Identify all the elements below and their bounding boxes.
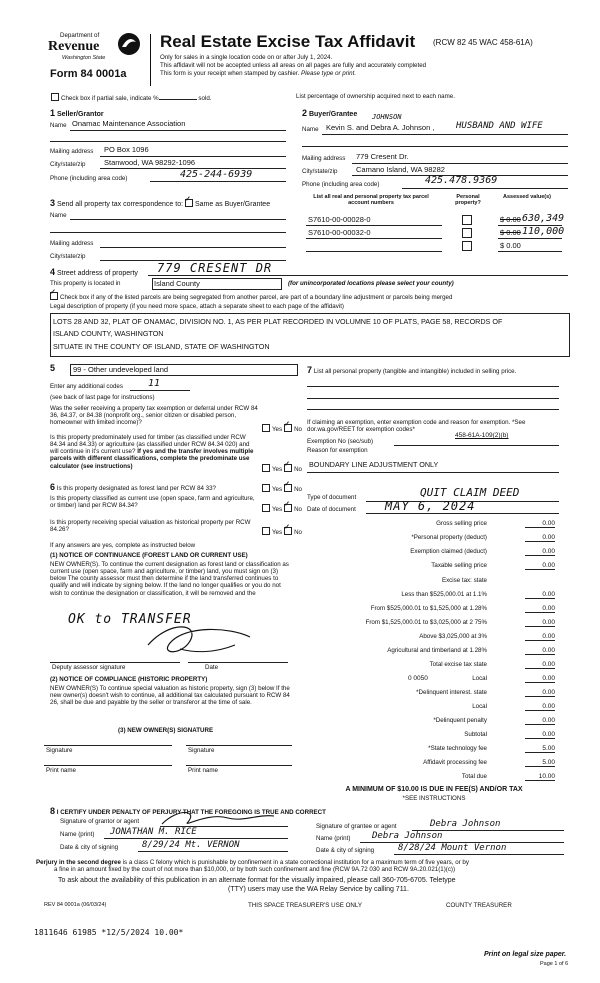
yes-checkbox[interactable] [262,464,270,472]
assessed-value-handwritten[interactable]: 110,000 [522,226,565,237]
cashier-stamp: 1811646 61985 *12/5/2024 10.00* [34,928,184,937]
buyer-mailing[interactable]: 779 Cresent Dr. [356,152,409,161]
fee-row: Affidavit processing fee 5.00 [423,759,555,766]
legal-desc-label: Legal description of property (if you need more space, attach a separate sheet to each page of the affidavit) [50,303,344,310]
seller-city-label: City/state/zip [50,161,86,168]
buyer-name[interactable]: Kevin S. and Debra A. Johnson , [326,123,435,132]
seller-name-label: Name [50,122,67,129]
fee-row: *Delinquent interest. state 0.00 [416,689,555,696]
treasurer-use-label: THIS SPACE TREASURER'S USE ONLY [248,902,362,909]
personal-col-header: Personal property? [455,194,481,207]
fee-row: Gross selling price 0.00 [436,520,555,527]
notice-continuance-text: NEW OWNER(S). To continue the current designation as forest land or classification as current use (open space, farm and agriculture, or timber) land, you must sign on (3) below The county assessor must then determine if the land transferred continues to qualify and will indicate by signing below. If the land no longer qualifies or you do not wish to continue the designation or classification, it will be removed and the [50,561,289,597]
dept-label: Department of [60,32,100,39]
minimum-fee-note: A MINIMUM OF $10.00 IS DUE IN FEE(S) AND/OR TAX [345,786,523,793]
print-name-label: Print name [46,767,76,774]
same-as-buyer-checkbox[interactable] [185,199,193,207]
buyer-phone[interactable]: 425.478.9369 [425,175,498,186]
county-treasurer-label: COUNTY TREASURER [446,902,512,909]
revenue-wordmark: Revenue [48,39,100,54]
exemption-no[interactable]: 458-61A-109(2)(b) [455,432,509,439]
fee-row: *State technology fee 5.00 [428,745,555,752]
header-note-2: This affidavit will not be accepted unless all areas on all pages are fully and accurately completed [160,62,427,69]
historic-question: Is this property receiving special valuation as historical property per RCW 84.26? [50,519,251,534]
current-use-yes-no: Yes✓ No [262,504,302,513]
exemption-reason[interactable]: BOUNDARY LINE ADJUSTMENT ONLY [309,460,439,469]
grantee-signature-label: Signature of grantee or agent [316,823,397,830]
ownership-note: List percentage of ownership acquired next to each name. [296,93,455,100]
buyer-city[interactable]: Camano Island, WA 98282 [356,165,445,174]
additional-codes-label: Enter any additional codes [50,383,123,390]
grantee-name-label: Name (print) [316,835,351,842]
section3-label: 3 Send all property tax correspondence to: ✓ Same as Buyer/Grantee [50,198,270,209]
see-instructions-note: *SEE INSTRUCTIONS [402,795,466,802]
certify-statement: 8 I CERTIFY UNDER PENALTY OF PERJURY THAT THE FOREGOING IS TRUE AND CORRECT [50,806,326,816]
fee-row: Total due 10.00 [461,773,555,780]
fee-row: *Personal property (deduct) 0.00 [411,534,555,541]
historic-yes-no: Yes✓ No [262,527,302,536]
exemption-no-label: Exemption No (sec/sub) [307,438,374,445]
legal-line-3: SITUATE IN THE COUNTY OF ISLAND, STATE OF WASHINGTON [53,342,270,351]
no-checkbox[interactable] [284,424,292,432]
unincorporated-note: (for unincorporated locations please select your county) [288,280,454,287]
fee-row: From $525,000.01 to $1,525,000 at 1.28% 0.00 [370,605,555,612]
grantee-signature[interactable]: Debra Johnson [430,819,501,829]
buyer-heading: 2 Buyer/Grantee [302,108,358,118]
exemption-instructions: If claiming an exemption, enter exemption code and reason for exemption. *See dor.wa.gov/REET for exemption codes* [307,419,526,434]
revision-code: REV 84 0001a (06/03/24) [44,902,107,908]
section3-name-label: Name [50,212,67,219]
yes-checkbox[interactable] [262,484,270,492]
assessed-value-struck: $ 0.00 [500,228,521,237]
header-note-1: Only for sales in a single location code on or after July 1, 2024. [160,54,333,61]
dor-logo [46,30,146,86]
alt-format-note-2: (TTY) users may use the WA Relay Service by calling 711. [228,886,409,893]
section3-mailing-label: Mailing address [50,240,94,247]
fee-row: 0 0050 Local 0.00 [408,675,555,682]
assessor-signature-icon [140,615,260,660]
alt-format-note: To ask about the availability of this publication in an alternate format for the visually impaired, please call 360-705-6705. Teletype [58,877,456,884]
fee-row: Subtotal 0.00 [464,731,555,738]
no-checkbox[interactable] [284,527,292,535]
page-number: Page 1 of 6 [540,961,569,967]
no-checkbox[interactable] [284,464,292,472]
buyer-city-label: City/state/zip [302,168,338,175]
buyer-name-label: Name [302,126,319,133]
parcel-number[interactable]: S7610-00-00032-0 [308,228,371,237]
segregation-row: ✓Check box if any of the listed parcels are being segregated from another parcel, are part of a boundary line adjustment or parcels being merged [50,292,570,301]
parcel-number[interactable]: S7610-00-00028-0 [308,215,371,224]
property-street-address[interactable]: 779 CRESENT DR [157,261,273,275]
buyer-name-handwritten: HUSBAND AND WIFE [456,121,543,131]
fee-row: Above $3,025,000 at 3% 0.00 [419,633,555,640]
section4-label: 4 Street address of property [50,267,138,277]
grantor-signature-label: Signature of grantor or agent [60,818,140,825]
personal-property-checkbox[interactable] [462,241,472,251]
notice-compliance-text: NEW OWNER(S) To continue special valuation as historic property, sign (3) below If the new owner(s) doesn't wish to continue, all additional tax calculated pursuant to RCW 84 26, shall be due and payable by the seller or transferor at the time of sale. [50,685,290,707]
no-checkbox[interactable] [284,504,292,512]
date-label: Date [205,664,219,671]
signature-label: Signature [188,747,215,754]
assessed-col-header: Assessed value(s) [503,194,551,200]
fee-row: Excise tax: state [441,577,487,584]
timber-yes-no: Yes✓ No [262,464,302,473]
forest-question: 6 Is this property designated as forest land per RCW 84 33? [50,482,216,492]
perjury-notice: Perjury in the second degree is a class C felony which is punishable by confinement in a state correctional institution for a maximum term of five years, or by [36,859,469,866]
grantor-date-label: Date & city of signing [60,844,119,851]
grantor-date-city[interactable]: 8/29/24 Mt. VERNON [142,840,240,850]
forest-yes-no: Yes✓ No [262,484,302,493]
land-use-code: 99 - Other undeveloped land [73,365,169,374]
county-value: Island County [154,279,200,288]
seller-heading: 1 Seller/Grantor [50,108,104,118]
fee-row: Less than $525,000.01 at 1.1% 0.00 [401,591,555,598]
current-use-question: Is this property classified as current use (open space, farm and agriculture, or timber) land per RCW 84.34? [50,495,255,510]
page-title: Real Estate Excise Tax Affidavit [160,32,416,51]
yes-checkbox[interactable] [262,424,270,432]
perjury-notice-2: a fine in an amount fixed by the court of not more than $10,000, or by both such confinement and fine (RCW 9A.72 030 and RCW 9A.20.021(1)(c)) [54,866,456,873]
partial-sale-row: Check box if partial sale, indicate % sold. [51,93,212,102]
personal-property-label: 7 List all personal property (tangible and intangible) included in selling price. [307,365,517,375]
form-number: Form 84 0001a [50,68,127,80]
yes-checkbox[interactable] [262,504,270,512]
header-note-3: This form is your receipt when stamped by cashier. Please type or print. [160,70,357,77]
buyer-mailing-label: Mailing address [302,155,346,162]
if-yes-note: If any answers are yes, complete as instructed below [50,542,196,549]
fee-row: Local 0.00 [472,703,555,710]
state-label: Washington State [62,55,106,61]
deputy-assessor-label: Deputy assessor signature [52,664,126,671]
exemption-yes-no: Yes✓ No [262,424,302,433]
assessed-value-struck: $ 0.00 [500,215,521,224]
fee-row: Agricultural and timberland at 1.28% 0.00 [387,647,555,654]
section5-number: 5 [50,363,56,373]
notice-continuance-heading: (1) NOTICE OF CONTINUANCE (FOREST LAND OR CURRENT USE) [50,552,248,559]
parcel-col-header: List all real and personal property tax parcel account numbers [313,194,429,207]
exemption-reason-label: Reason for exemption [307,447,368,454]
section3-city-label: City/state/zip [50,253,86,260]
legal-line-2: ISLAND COUNTY, WASHINGTON [53,329,164,338]
grantee-date-city[interactable]: 8/28/24 Mount Vernon [398,843,507,853]
notice-compliance-heading: (2) NOTICE OF COMPLIANCE (HISTORIC PROPERTY) [50,676,208,683]
fee-row: Total excise tax state 0.00 [429,661,555,668]
seller-phone-label: Phone (including area code) [50,175,128,182]
fee-row: Exemption claimed (deduct) 0.00 [410,548,555,555]
dor-emblem-icon [116,32,142,56]
buyer-name-annotation: JOHNSON [372,113,402,121]
assessor-handwritten-note: OK to TRANSFER [68,612,192,627]
assessed-value[interactable]: $ 0.00 [500,241,521,250]
seller-mailing[interactable]: PO Box 1096 [104,145,149,154]
personal-property-checkbox[interactable] [462,228,472,238]
print-name-label: Print name [188,767,218,774]
grantee-date-label: Date & city of signing [316,847,375,854]
additional-codes[interactable]: 11 [148,378,161,389]
yes-checkbox[interactable] [262,527,270,535]
seller-city[interactable]: Stanwood, WA 98292-1096 [104,158,196,167]
doc-date-label: Date of document [307,506,356,513]
see-back-note: (see back of last page for instructions) [50,394,155,401]
seller-name[interactable]: Onamac Maintenance Association [72,119,186,128]
partial-sale-checkbox[interactable] [51,93,59,101]
legal-line-1: LOTS 28 AND 32, PLAT OF ONAMAC, DIVISION NO. 1, AS PER PLAT RECORDED IN VOLUMNE 10 OF PLATS, PAGE 58, RECORDS OF [53,317,503,326]
personal-property-checkbox[interactable] [462,215,472,225]
no-checkbox[interactable] [284,484,292,492]
timber-question: Is this property predominately used for timber (as classified under RCW 84.34 and 84.33) or agriculture (as classified under RCW 84.34 020) and will continue in it's current use? If yes and the transfer involves multiple parcels with different classifications, complete the predominate use calculator (see instructions) [50,434,254,470]
new-owner-signature-heading: (3) NEW OWNER(S) SIGNATURE [118,727,214,734]
assessed-value-handwritten[interactable]: 630,349 [522,213,565,224]
seller-phone[interactable]: 425-244-6939 [180,169,253,180]
grantee-name[interactable]: Debra Johnson [372,831,443,841]
grantor-name[interactable]: JONATHAN M. RICE [110,827,197,837]
doc-date[interactable]: MAY 6, 2024 [385,499,476,513]
doc-type[interactable]: QUIT CLAIM DEED [420,486,520,499]
grantor-name-label: Name (print) [60,831,95,838]
signature-label: Signature [46,747,73,754]
legal-size-note: Print on legal size paper. [484,951,567,958]
buyer-phone-label: Phone (including area code) [302,181,380,188]
fee-row: *Delinquent penalty 0.00 [433,717,555,724]
segregation-checkbox[interactable] [50,292,58,300]
fee-row: Taxable selling price 0.00 [431,562,555,569]
fee-row: From $1,525,000.01 to $3,025,000 at 2 75% 0.00 [365,619,555,626]
doc-type-label: Type of document [307,494,357,501]
rcw-reference: (RCW 82 45 WAC 458-61A) [433,38,533,47]
seller-mailing-label: Mailing address [50,148,94,155]
located-label: This property is located in [50,280,121,287]
exemption-question: Was the seller receiving a property tax exemption or deferral under RCW 84 36, 84.37, or 84.38 (nonprofit org., senior citizen or disabled person, homeowner with limited income)? [50,405,258,427]
